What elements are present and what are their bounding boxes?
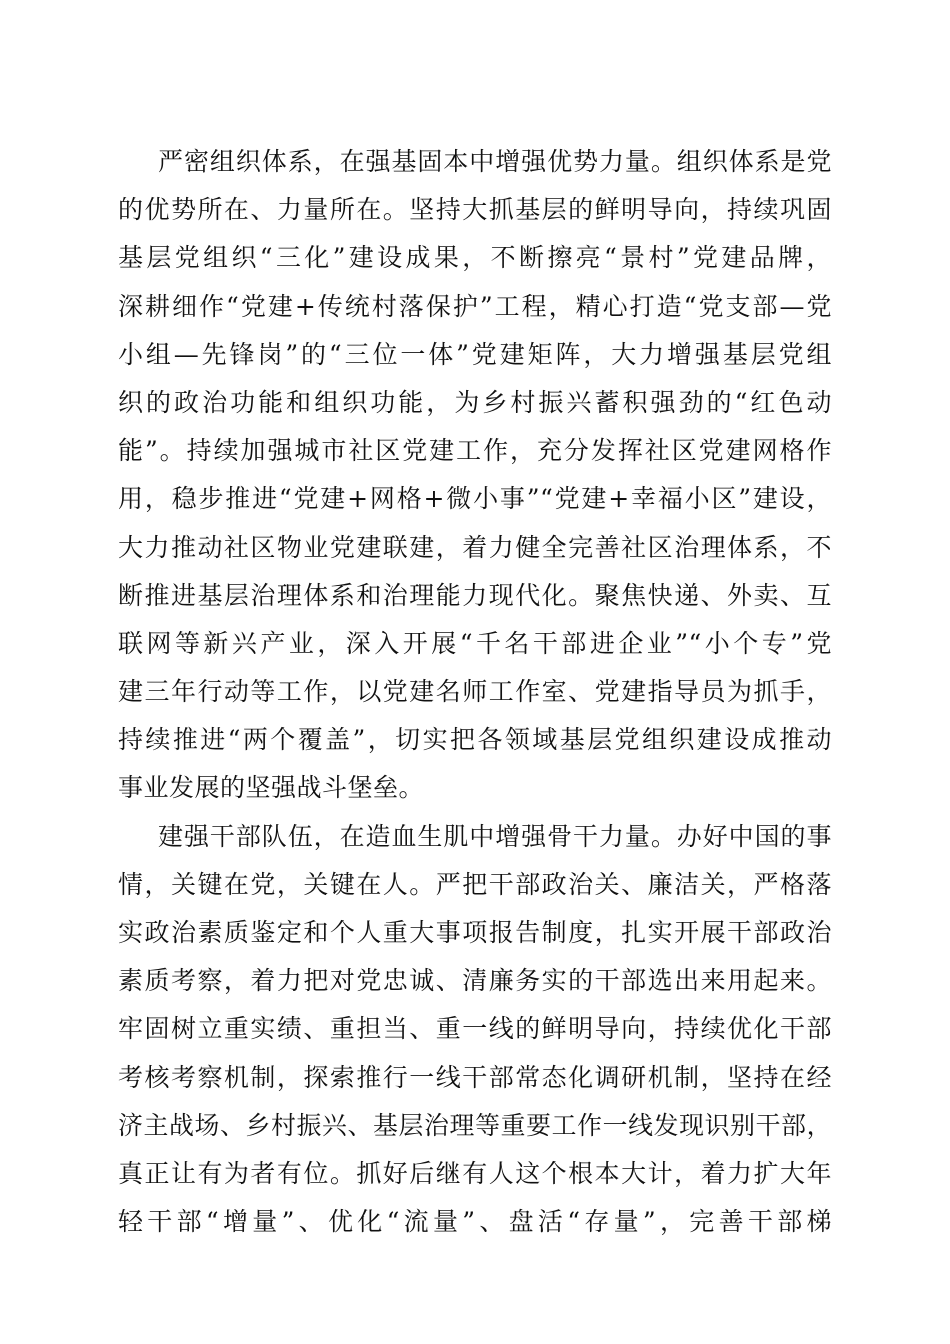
text-line: 建三年行动等工作，以党建名师工作室、党建指导员为抓手， [118, 677, 832, 707]
text-line: 实政治素质鉴定和个人重大事项报告制度，扎实开展干部政治 [118, 918, 832, 947]
paragraph-cadre-team [118, 813, 832, 1247]
text-line: 建强干部队伍，在造血生肌中增强骨干力量。办好中国的事 [158, 821, 832, 851]
document-body [118, 138, 832, 1246]
text-line: 能”。持续加强城市社区党建工作，充分发挥社区党建网格作 [118, 436, 832, 466]
text-line: 严密组织体系，在强基固本中增强优势力量。组织体系是党 [158, 147, 832, 176]
text-line: 情，关键在党，关键在人。严把干部政治关、廉洁关，严格落 [118, 869, 832, 899]
text-line: 用，稳步推进“党建+网格+微小事”“党建+幸福小区”建设， [118, 484, 832, 514]
text-line: 真正让有为者有位。抓好后继有人这个根本大计，着力扩大年 [118, 1158, 832, 1188]
text-line: 考核考察机制，探索推行一线干部常态化调研机制，坚持在经 [118, 1062, 832, 1092]
text-line: 事业发展的坚强战斗堡垒。 [118, 773, 425, 803]
text-line: 素质考察，着力把对党忠诚、清廉务实的干部选出来用起来。 [118, 966, 832, 996]
text-line: 济主战场、乡村振兴、基层治理等重要工作一线发现识别干部， [118, 1110, 832, 1140]
text-line: 联网等新兴产业，深入开展“千名干部进企业”“小个专”党 [118, 628, 832, 658]
text-line: 大力推动社区物业党建联建，着力健全完善社区治理体系，不 [118, 532, 832, 562]
text-line: 织的政治功能和组织功能，为乡村振兴蓄积强劲的“红色动 [118, 387, 832, 417]
paragraph-organization-system [118, 138, 832, 813]
text-line: 牢固树立重实绩、重担当、重一线的鲜明导向，持续优化干部 [118, 1014, 832, 1044]
text-line: 断推进基层治理体系和治理能力现代化。聚焦快递、外卖、互 [118, 580, 832, 610]
text-line: 轻干部“增量”、优化“流量”、盘活“存量”，完善干部梯 [118, 1207, 832, 1237]
text-line: 小组—先锋岗”的“三位一体”党建矩阵，大力增强基层党组 [118, 339, 832, 369]
text-line: 的优势所在、力量所在。坚持大抓基层的鲜明导向，持续巩固 [118, 195, 832, 225]
text-line: 基层党组织“三化”建设成果，不断擦亮“景村”党建品牌， [118, 243, 832, 273]
text-line: 深耕细作“党建+传统村落保护”工程，精心打造“党支部—党 [118, 291, 832, 321]
text-line: 持续推进“两个覆盖”，切实把各领域基层党组织建设成推动 [118, 725, 832, 755]
